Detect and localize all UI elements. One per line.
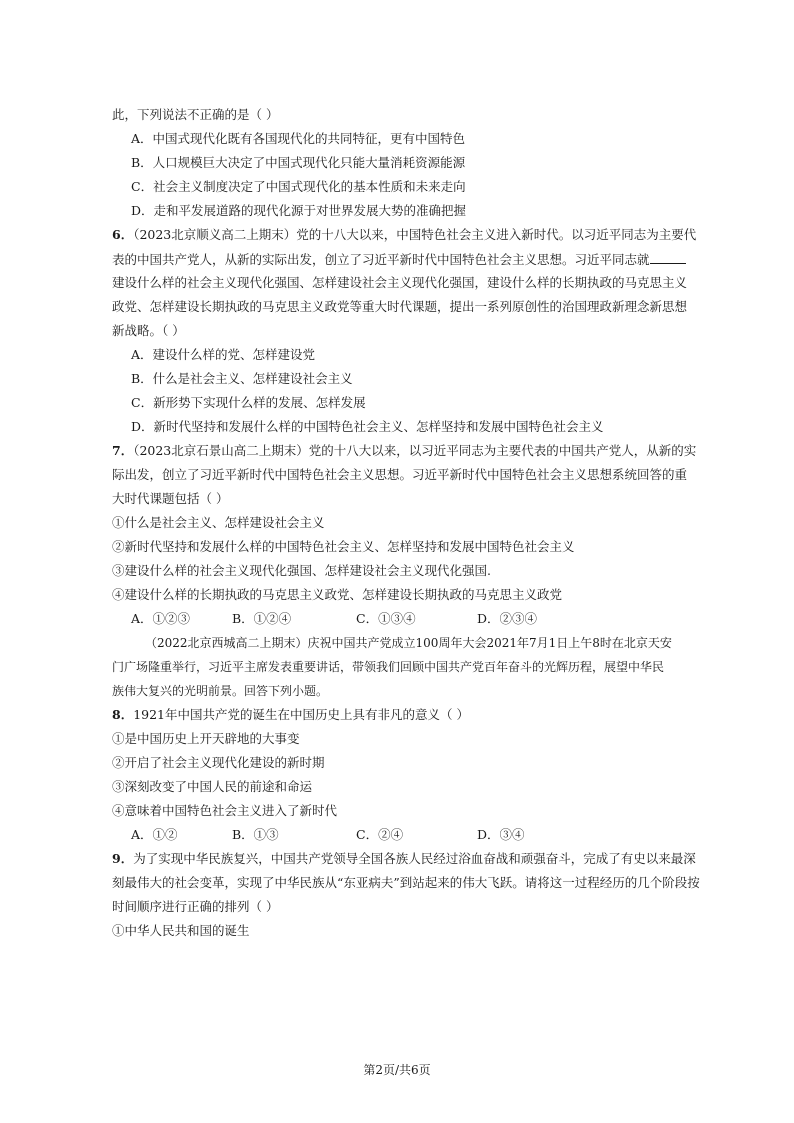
q6-line-3: 建设什么样的社会主义现代化强国、怎样建设社会主义现代化强国，建设什么样的长期执政的马克思主义 bbox=[112, 275, 688, 290]
q8-choice-d: D．③④ bbox=[477, 827, 525, 842]
q6-number: 6． bbox=[112, 227, 134, 242]
q8-item-3: ③深刻改变了中国人民的前途和命运 bbox=[112, 779, 313, 794]
page-footer: 第2页/共6页 bbox=[363, 1063, 431, 1077]
q9-number: 9． bbox=[112, 851, 134, 866]
q7-item-2: ②新时代坚持和发展什么样的中国特色社会主义、怎样坚持和发展中国特色社会主义 bbox=[112, 539, 575, 554]
q8-item-4: ④意味着中国特色社会主义进入了新时代 bbox=[112, 803, 338, 818]
q8-item-2: ②开启了社会主义现代化建设的新时期 bbox=[112, 755, 325, 770]
q6-option-d: D．新时代坚持和发展什么样的中国特色社会主义、怎样坚持和发展中国特色社会主义 bbox=[131, 419, 604, 434]
q6-line-4: 政党、怎样建设长期执政的马克思主义政党等重大时代课题，提出一系列原创性的治国理政新理念新思想 bbox=[112, 299, 688, 314]
q8-choice-a: A．①② bbox=[131, 827, 178, 842]
material-line-3: 族伟大复兴的光明前景。回答下列小题。 bbox=[112, 684, 329, 698]
q7-item-4: ④建设什么样的长期执政的马克思主义政党、怎样建设长期执政的马克思主义政党 bbox=[112, 587, 563, 602]
q5-option-a: A．中国式现代化既有各国现代化的共同特征，更有中国特色 bbox=[131, 131, 466, 146]
q8-number: 8． bbox=[112, 707, 134, 722]
q5-option-c: C．社会主义制度决定了中国式现代化的基本性质和未来走向 bbox=[131, 179, 466, 194]
q9-line-2: 刻最伟大的社会变革，实现了中华民族从“东亚病夫”到站起来的伟大飞跃。请将这一过程经历的几个阶段按 bbox=[112, 875, 700, 890]
q6-line-1: 6．（2023北京顺义高二上期末）党的十八大以来，中国特色社会主义进入新时代。以习近平同志为主要代 bbox=[112, 227, 697, 242]
q9-item-1: ①中华人民共和国的诞生 bbox=[112, 923, 250, 938]
material-line-2: 门广场隆重举行，习近平主席发表重要讲话，带领我们回顾中国共产党百年奋斗的光辉历程，展望中华民 bbox=[112, 660, 665, 674]
q7-choice-a: A．①②③ bbox=[131, 611, 191, 626]
q9-line-1: 9．为了实现中华民族复兴，中国共产党领导全国各族人民经过浴血奋战和顽强奋斗，完成了有史以来最深 bbox=[112, 851, 696, 866]
q8-choice-c: C．②④ bbox=[356, 827, 404, 842]
q7-item-1: ①什么是社会主义、怎样建设社会主义 bbox=[112, 515, 325, 530]
fill-blank bbox=[650, 251, 686, 264]
q6-line-2: 表的中国共产党人，从新的实际出发，创立了习近平新时代中国特色社会主义思想。习近平同志就 bbox=[112, 251, 686, 268]
q7-line-2: 际出发，创立了习近平新时代中国特色社会主义思想。习近平新时代中国特色社会主义思想系统回答的重 bbox=[112, 467, 688, 482]
q6-option-b: B．什么是社会主义、怎样建设社会主义 bbox=[131, 371, 353, 386]
q7-choice-c: C．①③④ bbox=[356, 611, 416, 626]
q7-line-3: 大时代课题包括（ ） bbox=[112, 491, 229, 506]
q9-line-3: 时间顺序进行正确的排列（ ） bbox=[112, 899, 279, 914]
q5-option-b: B．人口规模巨大决定了中国式现代化只能大量消耗资源能源 bbox=[131, 155, 466, 170]
q5-option-d: D．走和平发展道路的现代化源于对世界发展大势的准确把握 bbox=[131, 203, 467, 218]
q6-line-5: 新战略。（ ） bbox=[112, 323, 185, 338]
q7-number: 7． bbox=[112, 443, 134, 458]
material-line-1: （2022北京西城高二上期末）庆祝中国共产党成立100周年大会2021年7月1日上午8时在北京天安 bbox=[145, 636, 672, 650]
q8-item-1: ①是中国历史上开天辟地的大事变 bbox=[112, 731, 300, 746]
q8-choice-b: B．①③ bbox=[232, 827, 279, 842]
q7-choice-b: B．①②④ bbox=[232, 611, 292, 626]
q7-line-1: 7．（2023北京石景山高二上期末）党的十八大以来，以习近平同志为主要代表的中国共产党人，从新的实 bbox=[112, 443, 697, 458]
q7-choice-d: D．②③④ bbox=[477, 611, 538, 626]
q6-option-c: C．新形势下实现什么样的发展、怎样发展 bbox=[131, 395, 366, 410]
intro-line: 此，下列说法不正确的是（ ） bbox=[112, 107, 279, 122]
q8-stem: 8．1921年中国共产党的诞生在中国历史上具有非凡的意义（ ） bbox=[112, 707, 469, 722]
q6-option-a: A．建设什么样的党、怎样建设党 bbox=[131, 347, 316, 362]
q7-item-3: ③建设什么样的社会主义现代化强国、怎样建设社会主义现代化强国. bbox=[112, 563, 491, 578]
